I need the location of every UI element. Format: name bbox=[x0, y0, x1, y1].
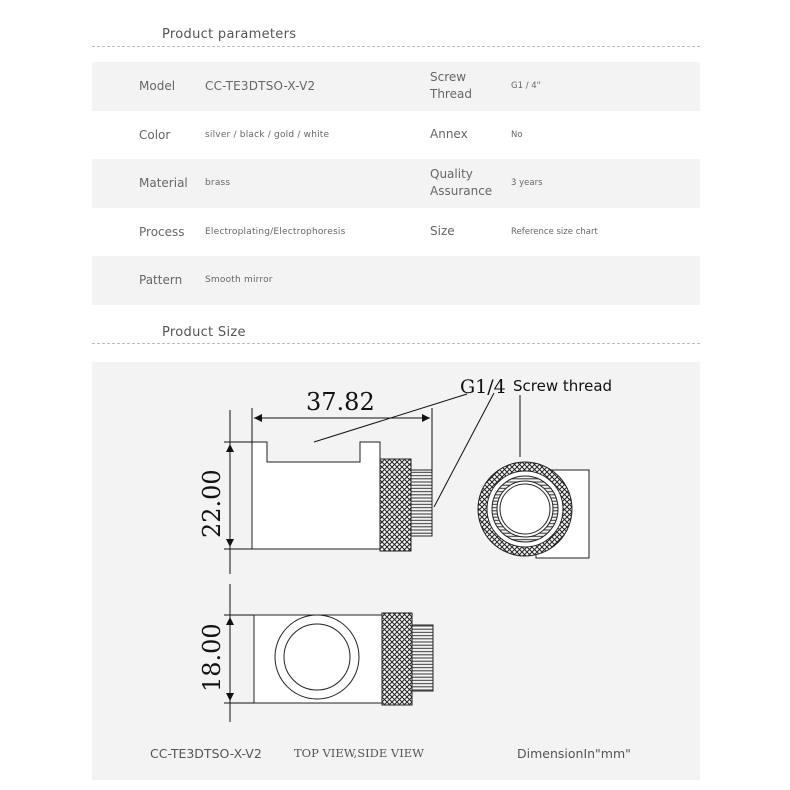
param-label: Model bbox=[139, 79, 176, 94]
param-value: G1 / 4" bbox=[511, 81, 541, 92]
side-view-drawing bbox=[252, 442, 432, 551]
table-row bbox=[92, 62, 700, 111]
end-view-drawing bbox=[478, 462, 589, 558]
section-divider-size bbox=[92, 343, 700, 344]
top-view-drawing bbox=[254, 613, 433, 705]
param-value: brass bbox=[205, 178, 231, 189]
dim-height-label: 22.00 bbox=[198, 469, 226, 538]
caption-model: CC-TE3DTSO-X-V2 bbox=[150, 746, 262, 761]
table-row bbox=[92, 111, 700, 160]
param-value: Electroplating/Electrophoresis bbox=[205, 226, 346, 237]
size-diagram bbox=[92, 362, 700, 780]
dimension-drawing bbox=[92, 362, 700, 780]
param-label: Color bbox=[139, 127, 171, 142]
section-divider-parameters bbox=[92, 46, 700, 47]
section-title-parameters: Product parameters bbox=[162, 27, 297, 42]
width-dimension bbox=[224, 584, 254, 722]
param-value: 3 years bbox=[511, 178, 543, 189]
param-label: Screw Thread bbox=[430, 70, 472, 102]
param-label: Material bbox=[139, 176, 188, 191]
parameters-table bbox=[92, 62, 700, 305]
table-row bbox=[92, 256, 700, 305]
param-label: Pattern bbox=[139, 273, 183, 288]
param-label: Quality Assurance bbox=[430, 167, 493, 199]
dim-width-label: 18.00 bbox=[198, 623, 226, 692]
param-label: Annex bbox=[430, 127, 468, 142]
param-label: Size bbox=[430, 224, 455, 239]
param-value: Reference size chart bbox=[511, 226, 598, 237]
height-dimension bbox=[224, 410, 252, 574]
param-value: CC-TE3DTSO-X-V2 bbox=[205, 79, 316, 94]
table-row bbox=[92, 159, 700, 208]
table-row bbox=[92, 208, 700, 257]
thread-size-label: G1/4 bbox=[460, 376, 506, 398]
param-value: No bbox=[511, 129, 523, 140]
param-label: Process bbox=[139, 224, 185, 239]
dim-length-label: 37.82 bbox=[306, 388, 375, 416]
screw-thread-label: Screw thread bbox=[513, 377, 613, 395]
param-value: Smooth mirror bbox=[205, 275, 273, 286]
caption-unit: DimensionIn"mm" bbox=[517, 746, 631, 761]
caption-view: TOP VIEW,SIDE VIEW bbox=[294, 746, 424, 760]
section-title-size: Product Size bbox=[162, 325, 246, 340]
param-value: silver / black / gold / white bbox=[205, 129, 330, 140]
